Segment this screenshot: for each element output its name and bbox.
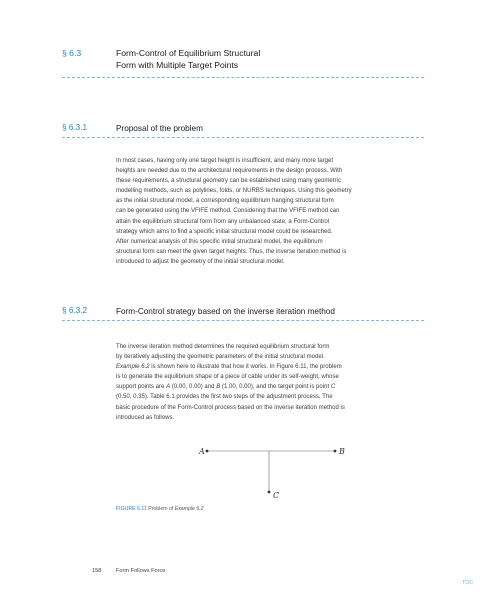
text-line: The inverse iteration method determines the required equilibrium structural form: [116, 344, 330, 350]
text-line: strategy which aims to find a specific initial structural model could be researched.: [116, 228, 333, 235]
text-line: by iteratively adjusting the geometric parameters of the initial structural model.: [116, 354, 325, 361]
running-footer-title: Form Follows Force: [116, 568, 166, 574]
subsection-title: Proposal of the problem: [116, 124, 203, 133]
text-line: heights are needed due to the architectural requirements in the design process. With: [116, 168, 343, 175]
caption-label: FIGURE 6.11: [116, 506, 147, 512]
text-line: After numerical analysis of this specific initial structural model, the equilibrium: [116, 238, 323, 245]
text-line: is to generate the equilibrium shape of a piece of cable under its self-weight, whose: [116, 374, 339, 381]
caption-example: Example 6.2: [174, 506, 204, 512]
point-b-ref: B: [216, 384, 221, 391]
text-line: introduced as follows.: [116, 414, 175, 421]
text-span: support points are: [116, 384, 167, 391]
text-span: (1.00, 0.00), and the target point is point: [220, 384, 331, 391]
subsection-number: § 6.3.1: [62, 123, 88, 132]
subsection-title: Form-Control strategy based on the inverse iteration method: [116, 307, 335, 316]
paragraph-inverse-iteration: [116, 342, 422, 423]
point-b-dot: [334, 450, 337, 453]
text-line: as the initial structural model, a corresponding equilibrium hanging structural form: [116, 198, 334, 205]
text-line: introduced to adjust the geometry of the initial structural model.: [116, 258, 285, 265]
text-line: modelling methods, such as polylines, folds, or NURBS techniques. Using this geometry: [116, 188, 352, 195]
section-number: § 6.3: [62, 48, 82, 58]
section-6-3-heading: [62, 48, 424, 78]
text-line: [116, 382, 422, 392]
section-title: [116, 48, 260, 71]
label-c: C: [273, 491, 280, 500]
paragraph-problem-proposal: [116, 156, 422, 267]
text-line: In most cases, having only one target height is insufficient, and many more target: [116, 158, 334, 164]
figure-6-11-diagram: [180, 440, 360, 500]
text-line: basic procedure of the Form-Control process based on the inverse iteration method is: [116, 404, 345, 411]
label-b: B: [339, 447, 345, 456]
text-line: [116, 362, 422, 372]
toc-link[interactable]: TOC: [462, 580, 474, 586]
text-line: structural form can meet the given target heights. Thus, the inverse iteration method is: [116, 248, 347, 255]
example-ref: Example 6.2: [116, 364, 150, 371]
section-6-3-2-heading: [62, 306, 424, 321]
caption-text: Problem of: [148, 506, 175, 512]
text-line: (0.50, 0.35). Table 6.1 provides the first two steps of the adjustment process. The: [116, 394, 333, 401]
subsection-number: § 6.3.2: [62, 306, 88, 315]
point-c-dot: [268, 491, 271, 494]
text-span: (0.00, 0.00) and: [170, 384, 217, 391]
text-line: attain the equilibrium structural form from any unbalanced state, a Form-Control: [116, 218, 330, 225]
point-a-ref: A: [166, 384, 171, 391]
page-number: 158: [92, 568, 102, 574]
figure-caption: [116, 506, 204, 512]
point-a-dot: [206, 450, 209, 453]
label-a: A: [199, 447, 205, 456]
text-line: these requirements, a structural geometry can be established using many geometric: [116, 178, 341, 185]
section-title-line-1: Form-Control of Equilibrium Structural: [116, 48, 261, 58]
point-c-ref: C: [330, 384, 336, 391]
text-span: is shown here to illustrate that how it works. In Figure 6.11, the problem: [149, 364, 342, 371]
section-6-3-1-heading: [62, 123, 424, 138]
text-line: can be generated using the VFIFE method. Considering that the VFIFE method can: [116, 208, 340, 215]
section-title-line-2: Form with Multiple Target Points: [116, 59, 239, 70]
